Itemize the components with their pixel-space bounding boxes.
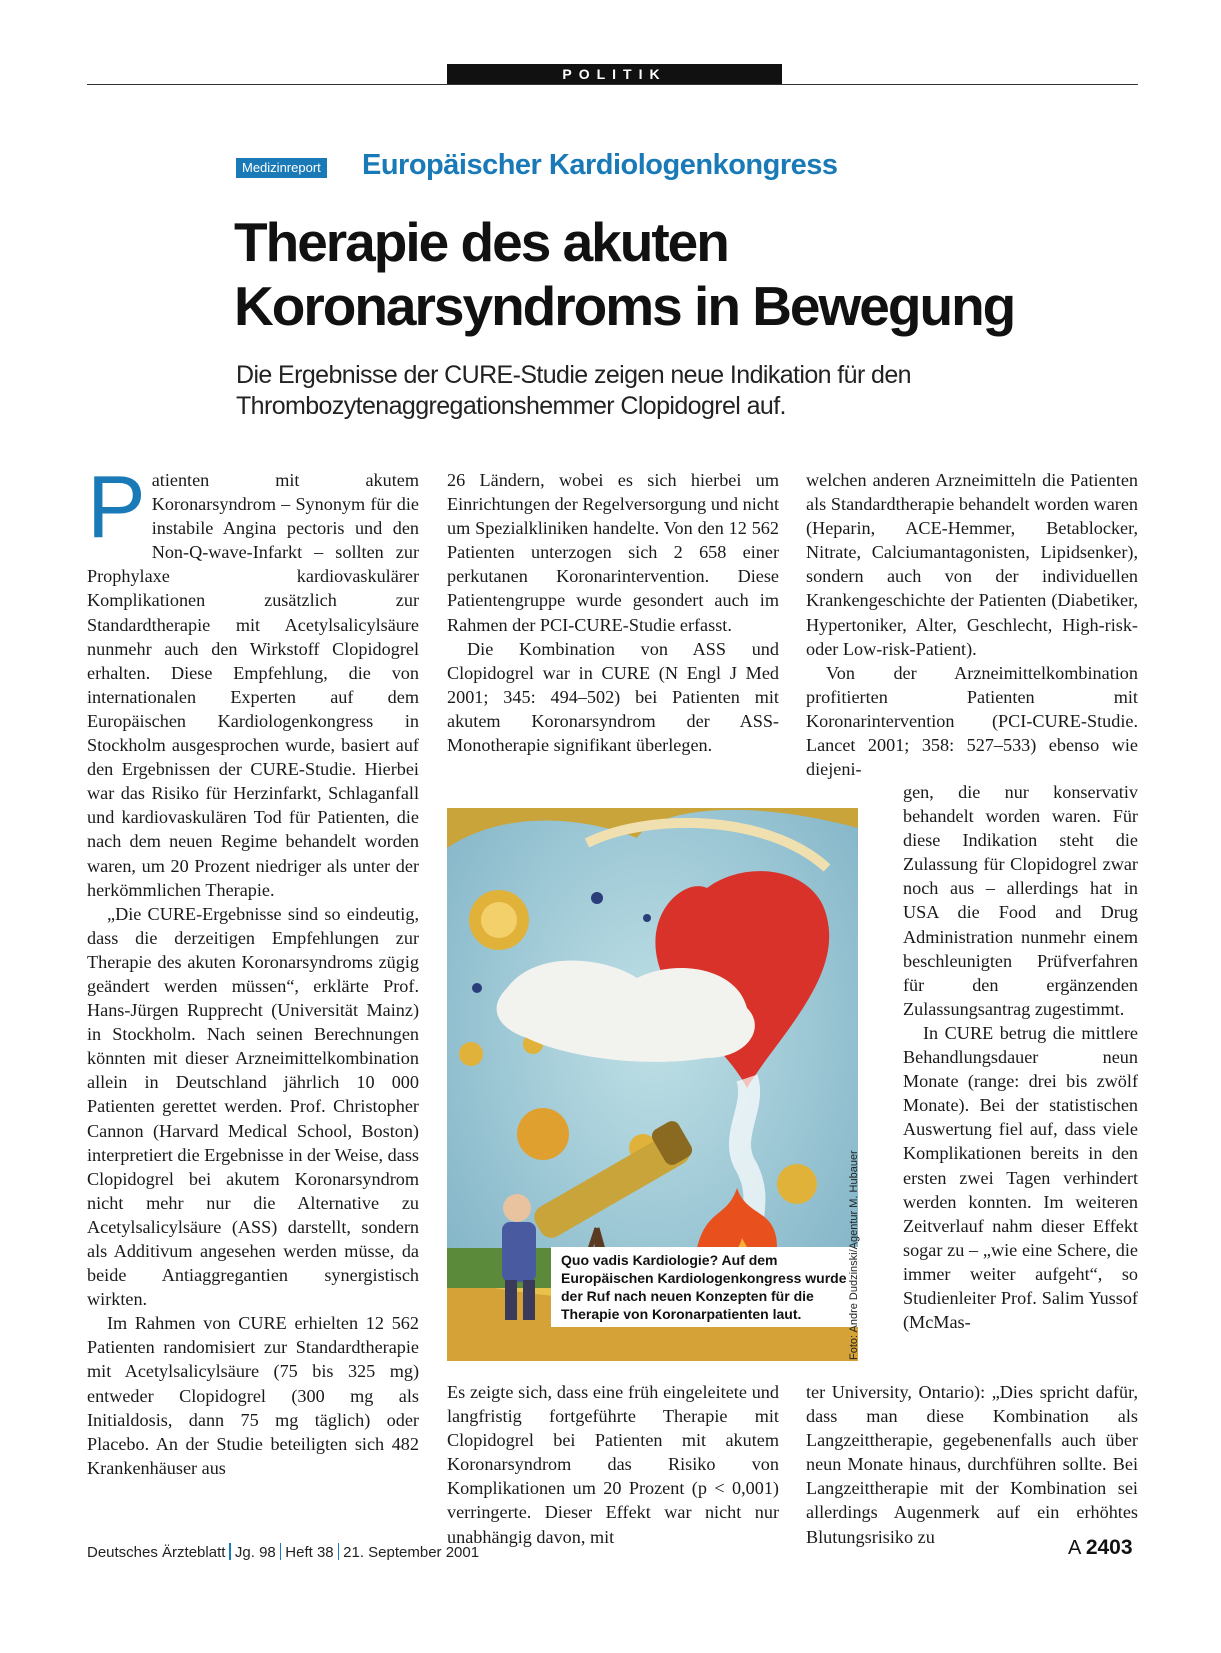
paragraph: welchen anderen Arzneimitteln die Patienten als Standardtherapie behandelt worden waren (Heparin, ACE-Hemmer, Betablocker, Nitrate, Calciumantagonisten, Lipidsenker), sondern auch von der individuellen Krankengeschichte der Patienten (Diabetiker, Hypertoniker, Alter, Geschlecht, High-risk- oder Low-risk-Patient).	[806, 470, 1138, 659]
paragraph: „Die CURE-Ergebnisse sind so eindeutig, dass die derzeitigen Empfehlungen zur Therapie des akuten Koronarsyndroms zügig geändert werden müssen“, erklärte Prof. Hans-Jürgen Rupprecht (Universität Mainz) in Stockholm. Nach seinen Berechnungen könnten mit dieser Arzneimittelkombination allein in Deutschland jährlich 10 000 Patienten gerettet werden. Prof. Christopher Cannon (Harvard Medical School, Boston) interpretiert die Ergebnisse in der Weise, dass Clopidogrel bei akutem Koronarsyndrom nicht mehr nur die Alternative zu Acetylsalicylsäure (ASS) darstellt, sondern als Additivum angesehen werden müsse, da beide Antiaggregantien synergistisch wirkten.	[87, 903, 419, 1310]
paragraph: Es zeigte sich, dass eine früh eingeleitete und langfristig fortgeführte Therapie mit Clopidogrel bei Patienten mit akutem Koronarsyndrom das Risiko von Komplikationen um 20 Prozent (p < 0,001) verringerte. Dieser Effekt war nicht nur unabhängig davon, mit	[447, 1382, 779, 1547]
article-column-3-top	[806, 468, 1138, 781]
header-rule	[87, 84, 1138, 85]
paragraph: gen, die nur konservativ behandelt worden waren. Für diese Indikation steht die Zulassung für Clopidogrel zwar noch aus – allerdings hat in USA die Food and Drug Administration nunmehr einem beschleunigten Prüfverfahren für den ergänzenden Zulassungsantrag zugestimmt.	[903, 782, 1138, 1019]
article-column-1	[87, 457, 419, 1480]
rubric-tag: Medizinreport	[236, 158, 327, 178]
issue-date: 21. September 2001	[343, 1544, 480, 1561]
journal-name: Deutsches Ärzteblatt	[87, 1544, 226, 1561]
headline-line-1: Therapie des akuten	[234, 211, 728, 273]
paragraph: Die Kombination von ASS und Clopidogrel war in CURE (N Engl J Med 2001; 345: 494–502) bei Patienten mit akutem Koronarsyndrom der ASS-Monotherapie signifikant überlegen.	[447, 638, 779, 756]
volume: Jg. 98	[234, 1544, 276, 1561]
paragraph: ter University, Ontario): „Dies spricht dafür, dass man diese Kombination als Langzeittherapie, gegebenenfalls auch über neun Monate hinaus, durchführen sollte. Bei Langzeittherapie mit der Kombination sei allerdings Augenmerk auf ein erhöhtes Blutungsrisiko zu	[806, 1382, 1138, 1547]
drop-cap: P	[87, 457, 146, 556]
deck-line-2: Thrombozytenaggregationshemmer Clopidogrel auf.	[236, 392, 786, 420]
article-column-3-narrow	[903, 780, 1138, 1334]
paragraph: 26 Ländern, wobei es sich hierbei um Einrichtungen der Regelversorgung und nicht um Spezialkliniken handelte. Von den 12 562 Patienten unterzogen sich 2 658 einer perkutanen Koronarintervention. Diese Patientengruppe wurde gesondert auch im Rahmen der PCI-CURE-Studie erfasst.	[447, 470, 780, 635]
headline	[234, 210, 1134, 338]
photo-credit: Foto: Andre Dudzinski/Agentur M. Hubauer	[848, 1150, 860, 1360]
article-column-2-bottom	[447, 1380, 779, 1549]
deck-line-1: Die Ergebnisse der CURE-Studie zeigen neue Indikation für den	[236, 361, 911, 389]
paragraph: Patienten mit akutem Koronarsyndrom – Synonym für die instabile Angina pectoris und den Non-Q-wave-Infarkt – sollten zur Prophylaxe kardiovaskulärer Komplikationen zusätzlich zur Standardtherapie mit Acetylsalicylsäure nunmehr auch den Wirkstoff Clopidogrel erhalten. Diese Empfehlung, die von internationalen Experten auf dem Europäischen Kardiologenkongress in Stockholm ausgesprochen wurde, basiert auf den Ergebnissen der CURE-Studie. Hierbei war das Risiko für Herzinfarkt, Schlaganfall und kardiovaskulären Tod für Patienten, die nach dem neuen Regime behandelt worden waren, um 20 Prozent niedriger als unter der herkömmlichen Therapie.	[87, 457, 419, 900]
article-column-3-bottom	[806, 1380, 1138, 1549]
paragraph: In CURE betrug die mittlere Behandlungsdauer neun Monate (range: drei bis zwölf Monate). Bei der statistischen Auswertung fiel auf, dass viele Komplikationen bereits in den ersten zwei Tagen verhindert werden konnten. Im weiteren Zeitverlauf nahm dieser Effekt sogar zu – „wie eine Schere, die immer weiter aufgeht“, so Studienleiter Prof. Salim Yussof (McMas-	[903, 1022, 1138, 1333]
paragraph: Von der Arzneimittelkombination profitierten Patienten mit Koronarintervention (PCI-CURE-Studie. Lancet 2001; 358: 527–533) ebenso wie diejeni-	[806, 662, 1138, 780]
headline-line-2: Koronarsyndroms in Bewegung	[234, 275, 1015, 337]
separator	[338, 1543, 340, 1560]
separator	[280, 1543, 282, 1560]
section-label: POLITIK	[447, 64, 782, 85]
deck	[236, 360, 1136, 422]
kicker-title: Europäischer Kardiologenkongress	[362, 149, 838, 181]
page-number	[1068, 1536, 1133, 1560]
figure-caption: Quo vadis Kardiologie? Auf dem Europäischen Kardiologenkongress wurde der Ruf nach neuen Konzepten für die Therapie von Koronarpatienten laut.	[551, 1247, 858, 1327]
page-prefix: A	[1068, 1537, 1081, 1559]
page-number-value: 2403	[1085, 1536, 1133, 1559]
paragraph: Im Rahmen von CURE erhielten 12 562 Patienten randomisiert zur Standardtherapie mit Acetylsalicylsäure (75 bis 325 mg) entweder Clopidogrel (300 mg als Initialdosis, dann 75 mg täglich) oder Placebo. An der Studie beteiligten sich 482 Krankenhäuser aus	[87, 1313, 419, 1478]
article-column-2-top	[447, 468, 779, 757]
issue: Heft 38	[285, 1544, 334, 1561]
footer	[87, 1543, 479, 1561]
separator	[229, 1543, 231, 1560]
